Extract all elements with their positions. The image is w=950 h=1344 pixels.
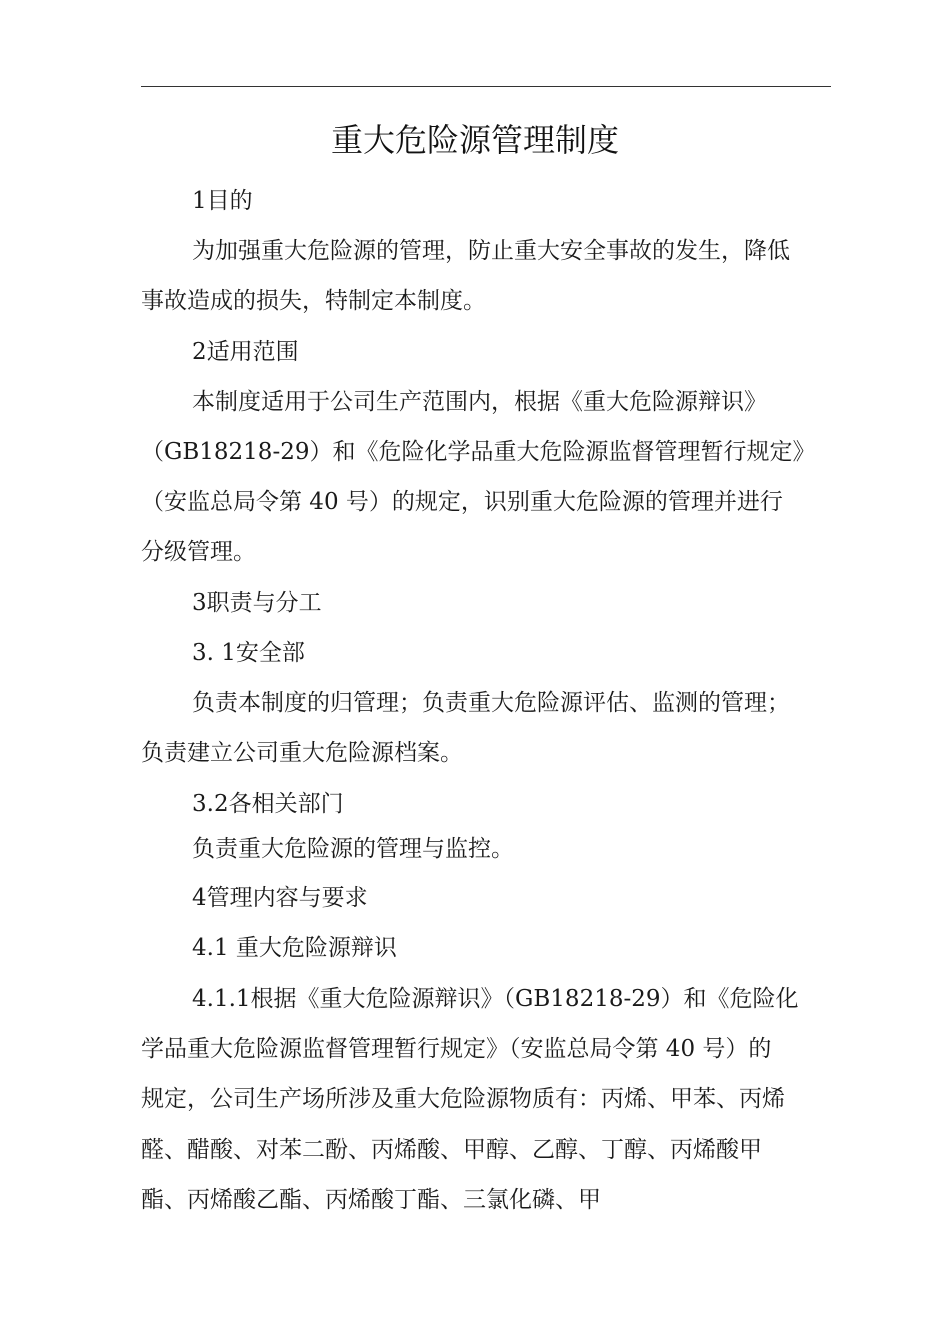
- heading-identification: 4.1 重大危险源辩识: [192, 935, 397, 961]
- paragraph-line: 事故造成的损失，特制定本制度。: [141, 288, 486, 314]
- paragraph-line: 规定，公司生产场所涉及重大危险源物质有：丙烯、甲苯、丙烯: [141, 1086, 785, 1112]
- paragraph-line: 负责重大危险源的管理与监控。: [192, 836, 514, 862]
- header-rule: [141, 86, 831, 87]
- paragraph-line: （GB18218-29）和《危险化学品重大危险源监督管理暂行规定》: [141, 439, 816, 465]
- heading-safety-dept: 3. 1安全部: [192, 640, 305, 666]
- heading-scope: 2适用范围: [192, 339, 299, 365]
- paragraph-line: 为加强重大危险源的管理，防止重大安全事故的发生，降低: [192, 238, 790, 264]
- heading-related-depts: 3.2各相关部门: [192, 791, 344, 817]
- heading-responsibilities: 3职责与分工: [192, 590, 322, 616]
- paragraph-line: 4.1.1根据《重大危险源辩识》（GB18218-29）和《危险化: [192, 986, 799, 1012]
- paragraph-line: 负责建立公司重大危险源档案。: [141, 740, 463, 766]
- paragraph-line: 本制度适用于公司生产范围内，根据《重大危险源辩识》: [192, 389, 767, 415]
- paragraph-line: 负责本制度的归管理；负责重大危险源评估、监测的管理；: [192, 690, 790, 716]
- document-title: 重大危险源管理制度: [330, 121, 619, 159]
- paragraph-line: （安监总局令第 40 号）的规定，识别重大危险源的管理并进行: [141, 489, 783, 515]
- paragraph-line: 学品重大危险源监督管理暂行规定》（安监总局令第 40 号）的: [141, 1036, 772, 1062]
- heading-purpose: 1目的: [192, 188, 253, 214]
- paragraph-line: 醛、醋酸、对苯二酚、丙烯酸、甲醇、乙醇、丁醇、丙烯酸甲: [141, 1137, 762, 1163]
- heading-management: 4管理内容与要求: [192, 885, 368, 911]
- paragraph-line: 分级管理。: [141, 539, 256, 565]
- paragraph-line: 酯、丙烯酸乙酯、丙烯酸丁酯、三氯化磷、甲: [141, 1187, 601, 1213]
